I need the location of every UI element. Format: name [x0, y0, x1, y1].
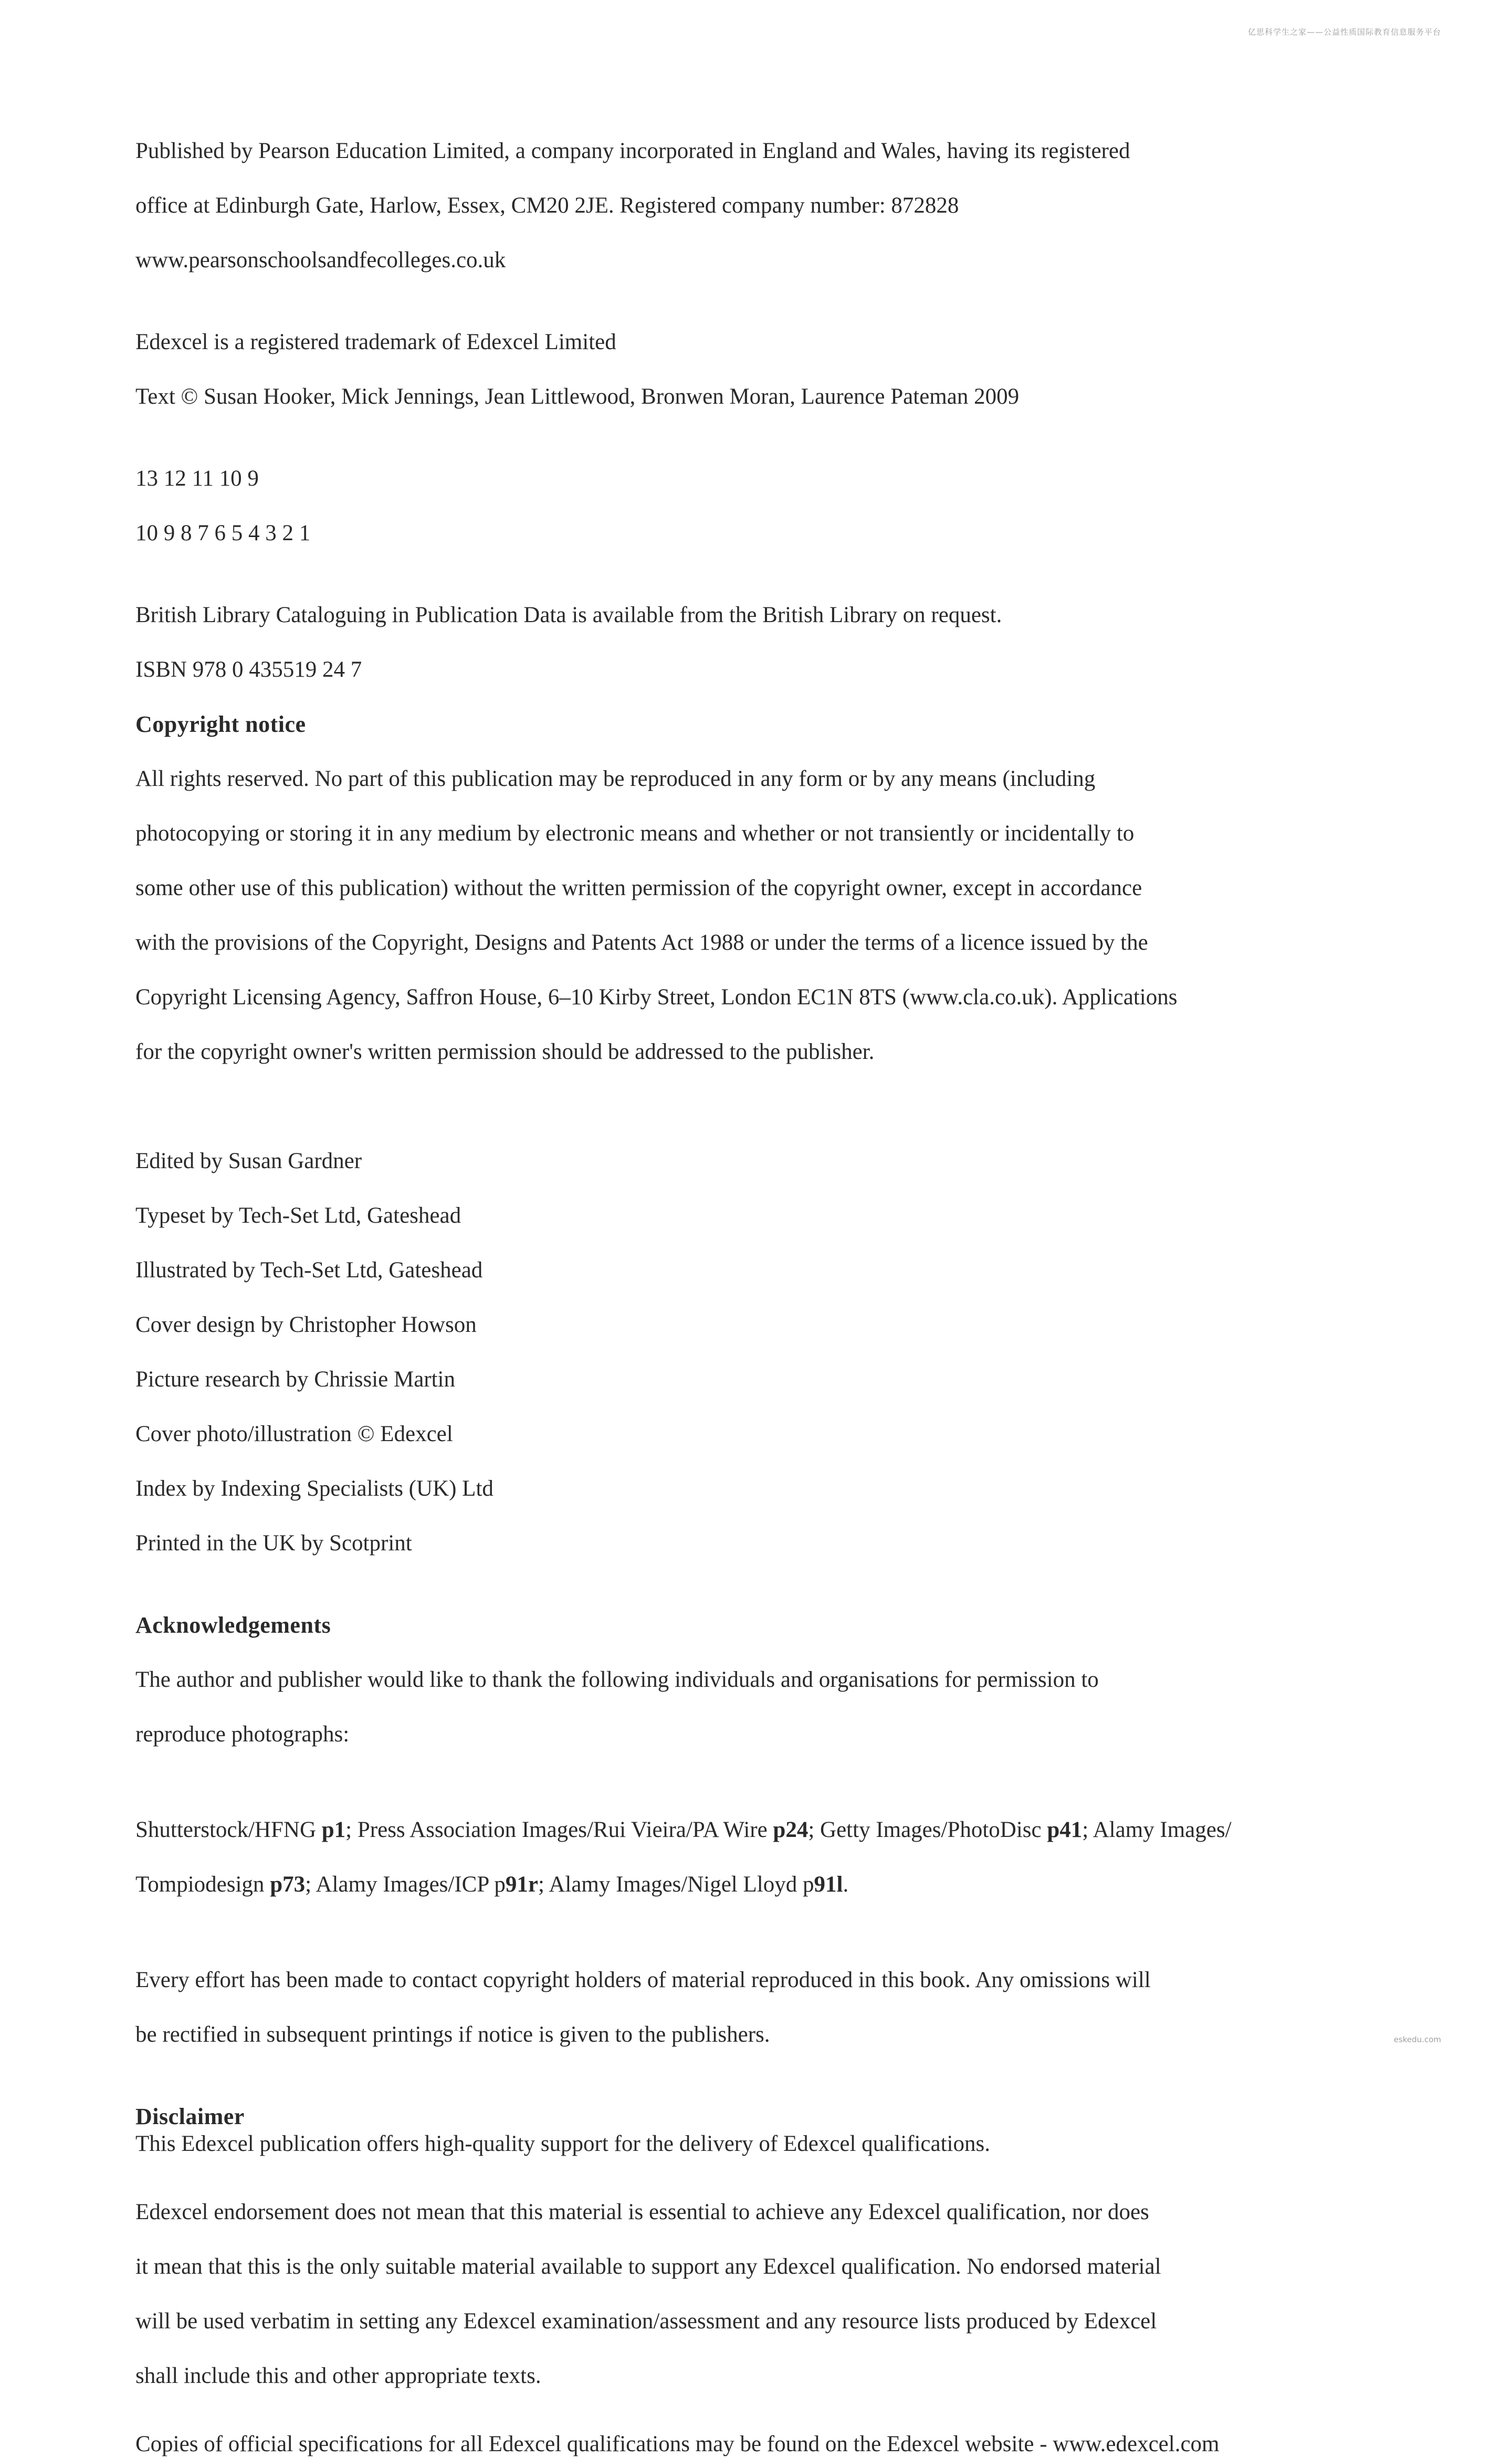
endorsement-line: shall include this and other appropriate texts. — [135, 2364, 541, 2388]
effort-statement — [135, 1939, 1406, 2076]
disclaimer-heading: Disclaimer — [135, 2104, 245, 2129]
effort-line-1: Every effort has been made to contact copyright holders of material reproduced in this book. Any omissions will — [135, 1968, 1151, 1992]
credits-list — [135, 1120, 1406, 1584]
copyright-line: photocopying or storing it in any medium by electronic means and whether or not transiently or incidentally to — [135, 821, 1135, 846]
page-ref: p73 — [270, 1872, 306, 1897]
credit-item: Index by Indexing Specialists (UK) Ltd — [135, 1476, 494, 1501]
ack-intro-line-1: The author and publisher would like to thank the following individuals and organisations for permission to — [135, 1667, 1099, 1692]
copyright-line: some other use of this publication) without the written permission of the copyright owner, except in accordance — [135, 876, 1142, 900]
photo-credit-text: . — [843, 1872, 849, 1897]
credit-item: Printed in the UK by Scotprint — [135, 1531, 412, 1556]
ack-intro-line-2: reproduce photographs: — [135, 1722, 350, 1747]
photo-credit-text: ; Getty Images/PhotoDisc — [808, 1818, 1047, 1842]
endorsement-line: it mean that this is the only suitable material available to support any Edexcel qualification. No endorsed material — [135, 2254, 1161, 2279]
effort-line-2: be rectified in subsequent printings if notice is given to the publishers. — [135, 2022, 770, 2047]
photo-credit-text: ; Alamy Images/ICP p — [305, 1872, 506, 1897]
text-copyright: Text © Susan Hooker, Mick Jennings, Jean Littlewood, Bronwen Moran, Laurence Pateman 2009 — [135, 384, 1020, 409]
print-numbers — [135, 438, 1406, 574]
photo-credit-text: Shutterstock/HFNG — [135, 1818, 322, 1842]
page-content — [135, 110, 1406, 2458]
copyright-line: All rights reserved. No part of this publication may be reproduced in any form or by any means (including — [135, 766, 1096, 791]
copyright-line: for the copyright owner's written permission should be addressed to the publisher. — [135, 1039, 875, 1064]
copyright-line: with the provisions of the Copyright, Designs and Patents Act 1988 or under the terms of a licence issued by the — [135, 930, 1148, 955]
page-ref: p24 — [773, 1818, 808, 1842]
acknowledgements-heading: Acknowledgements — [135, 1612, 331, 1638]
credit-item: Cover photo/illustration © Edexcel — [135, 1422, 453, 1446]
photo-credits-line-1 — [135, 1816, 1406, 1844]
isbn: ISBN 978 0 435519 24 7 — [135, 657, 362, 682]
photo-credit-text: ; Alamy Images/ — [1082, 1818, 1232, 1842]
photo-credit-text: ; Alamy Images/Nigel Lloyd p — [538, 1872, 814, 1897]
endorsement-text — [135, 2171, 1406, 2417]
page-ref: p41 — [1047, 1818, 1083, 1842]
credit-item: Edited by Susan Gardner — [135, 1149, 362, 1173]
credit-item: Picture research by Chrissie Martin — [135, 1367, 455, 1392]
print-line-1: 13 12 11 10 9 — [135, 466, 259, 491]
photo-credit-text: ; Press Association Images/Rui Vieira/PA Wire — [345, 1818, 773, 1842]
endorsement-line: Edexcel endorsement does not mean that this material is essential to achieve any Edexcel qualification, nor does — [135, 2200, 1149, 2224]
copyright-notice-heading: Copyright notice — [135, 711, 306, 737]
publisher-url: www.pearsonschoolsandfecolleges.co.uk — [135, 248, 506, 272]
trademark-text: Edexcel is a registered trademark of Edexcel Limited — [135, 330, 616, 354]
publisher-line-2: office at Edinburgh Gate, Harlow, Essex, CM20 2JE. Registered company number: 872828 — [135, 193, 959, 218]
photo-credits — [135, 1789, 1406, 1926]
publisher-block — [135, 110, 1406, 301]
endorsement-line: will be used verbatim in setting any Edexcel examination/assessment and any resource lists produced by Edexcel — [135, 2309, 1157, 2334]
photo-credits-line-2 — [135, 1871, 1406, 1898]
page-ref: 91l — [814, 1872, 843, 1897]
publisher-line-1: Published by Pearson Education Limited, a company incorporated in England and Wales, having its registered — [135, 139, 1130, 163]
page-ref: p1 — [321, 1818, 346, 1842]
print-line-2: 10 9 8 7 6 5 4 3 2 1 — [135, 521, 311, 545]
credit-item: Cover design by Christopher Howson — [135, 1312, 477, 1337]
watermark-top: 亿思科学生之家——公益性质国际教育信息服务平台 — [1247, 27, 1441, 37]
credit-item: Illustrated by Tech-Set Ltd, Gateshead — [135, 1258, 483, 1283]
credit-item: Typeset by Tech-Set Ltd, Gateshead — [135, 1203, 461, 1228]
photo-credit-text: Tompiodesign — [135, 1872, 270, 1897]
disclaimer-line-1: This Edexcel publication offers high-quality support for the delivery of Edexcel qualifications. — [135, 2131, 990, 2156]
specifications-text: Copies of official specifications for all Edexcel qualifications may be found on the Edexcel website - www.edexcel.com — [135, 2432, 1220, 2456]
copyright-line: Copyright Licensing Agency, Saffron House, 6–10 Kirby Street, London EC1N 8TS (www.cla.co.uk). Applications — [135, 985, 1178, 1010]
page-ref: 91r — [505, 1872, 538, 1897]
watermark-bottom: eskedu.com — [1393, 2035, 1441, 2044]
cip-text: British Library Cataloguing in Publication Data is available from the British Library on request. — [135, 603, 1002, 627]
copyright-notice-body — [135, 738, 1406, 1093]
acknowledgements-intro — [135, 1639, 1406, 1776]
